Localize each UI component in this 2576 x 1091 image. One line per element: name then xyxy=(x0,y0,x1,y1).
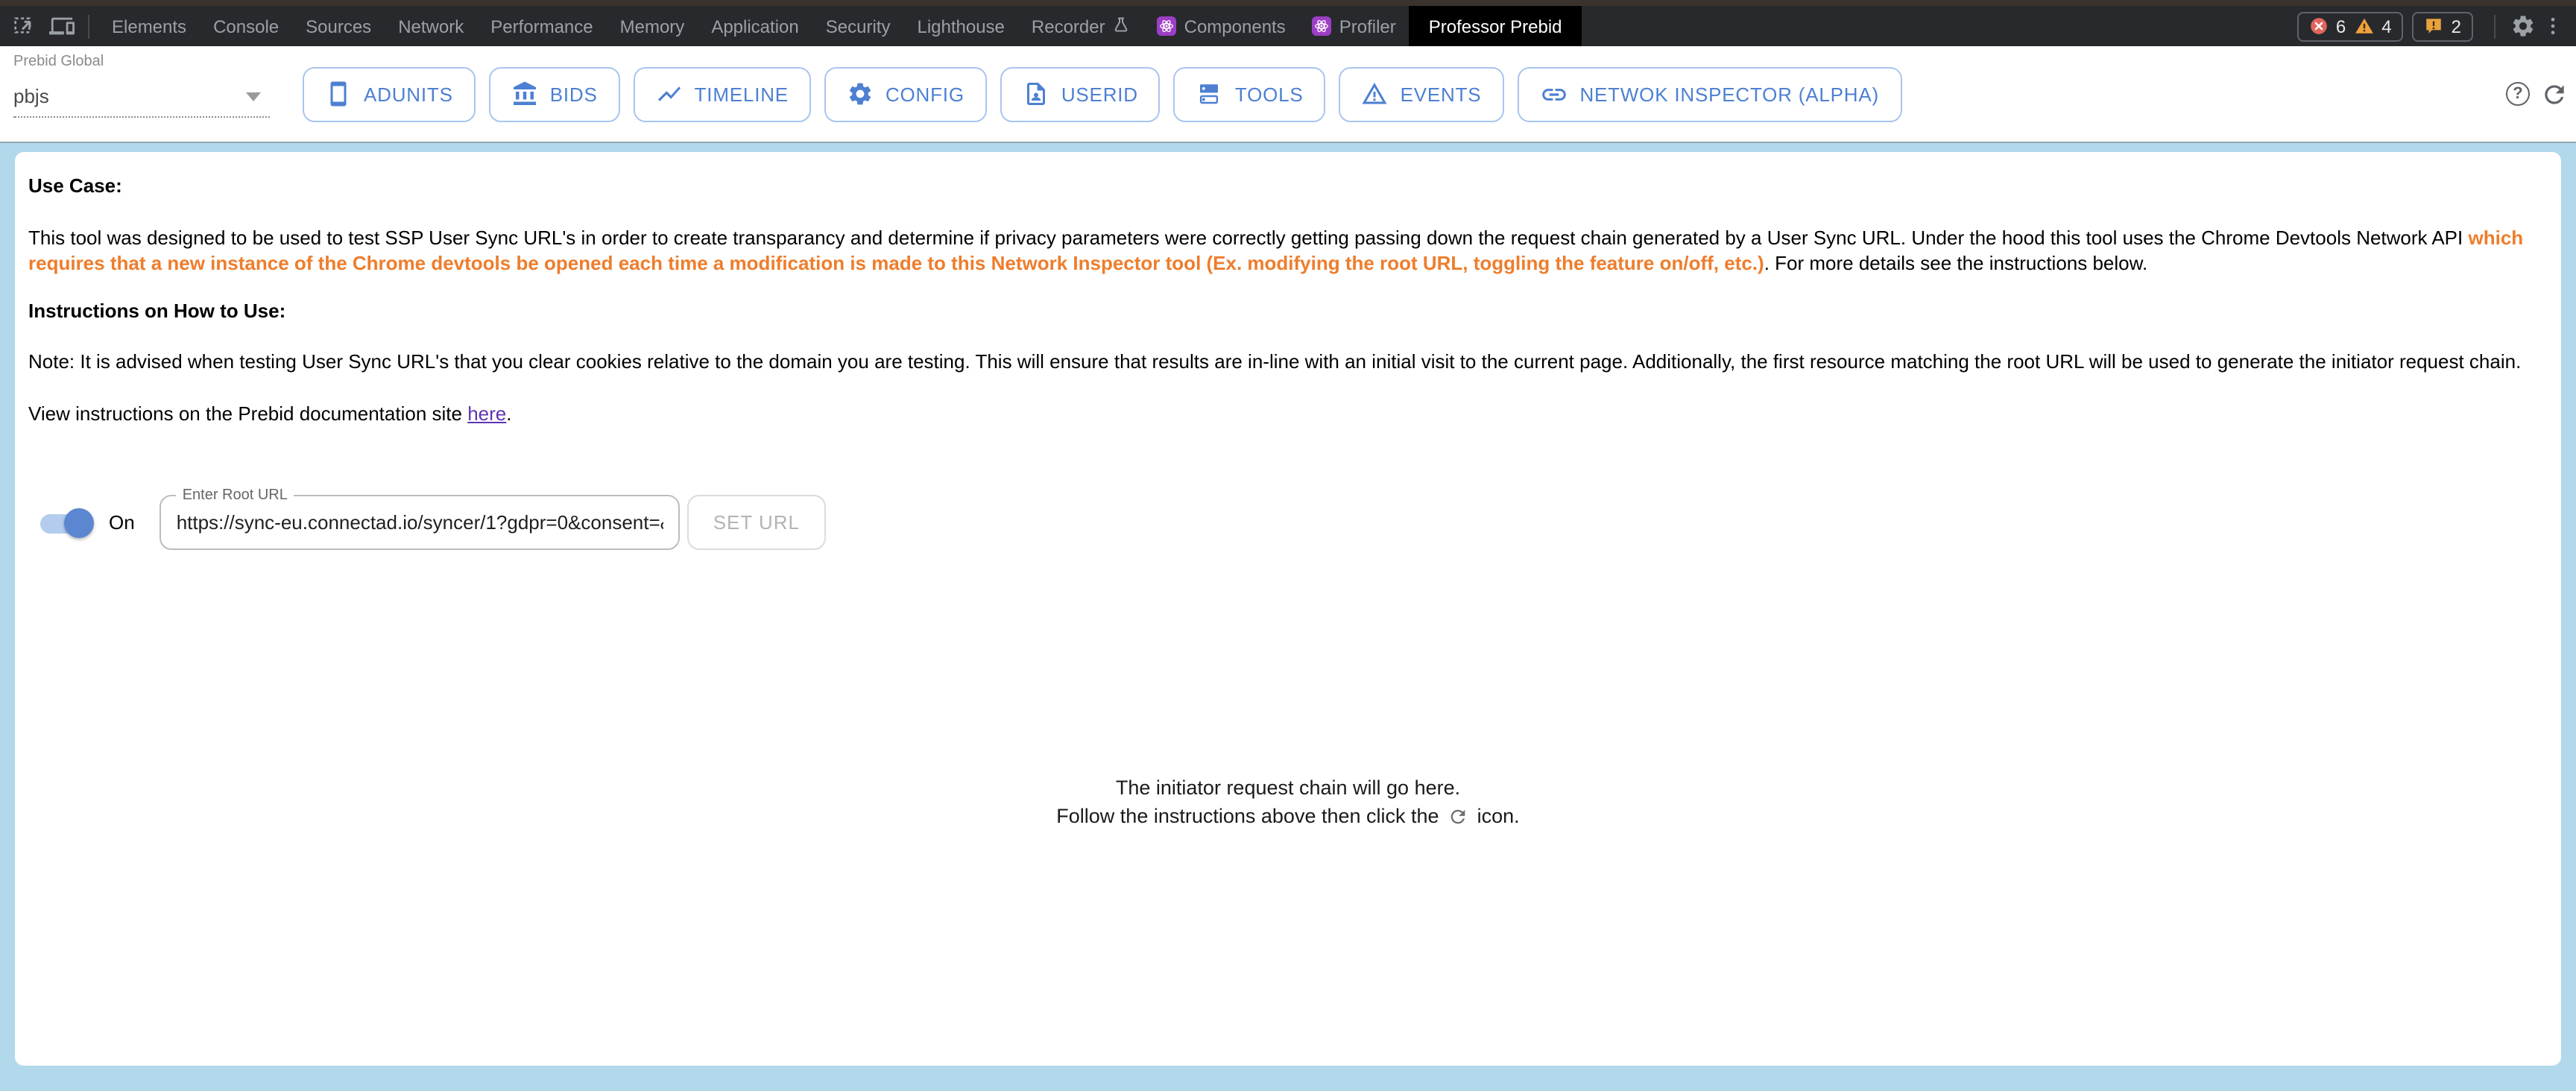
contact-page-icon xyxy=(1023,80,1049,107)
root-url-field xyxy=(160,487,681,550)
use-case-paragraph: This tool was designed to be used to test SSP User Sync URL's in order to create transparancy and determine if privacy parameters were correctly getting passing down the request chain generated by a User Sync URL. Under the hood this tool uses the Chrome Devtools Network API which requires that a new instance of the Chrome devtools be opened each time a modification is made to this Network Inspector tool (Ex. modifying the root URL, toggling the feature on/off, etc.). For more details see the instructions below. xyxy=(28,226,2524,274)
set-url-button[interactable]: SET URL xyxy=(688,495,825,550)
instructions-heading: Instructions on How to Use: xyxy=(28,299,286,321)
network-inspector-toggle[interactable] xyxy=(37,505,94,540)
tab-recorder[interactable]: Recorder xyxy=(1018,6,1144,46)
devtools-menu-icon[interactable] xyxy=(2537,11,2567,41)
documentation-link[interactable]: here xyxy=(467,402,507,424)
config-button[interactable]: CONFIG xyxy=(824,66,987,121)
bank-icon xyxy=(511,80,538,107)
tab-components[interactable]: Components xyxy=(1144,6,1299,46)
empty-state-line2: Follow the instructions above then click the icon. xyxy=(15,802,2561,835)
error-count: 6 xyxy=(2335,16,2346,37)
warning-count: 4 xyxy=(2381,16,2392,37)
bids-button[interactable]: BIDS xyxy=(489,66,620,121)
prebid-global-label: Prebid Global xyxy=(13,54,104,70)
prebid-nav xyxy=(303,66,1901,121)
tab-professor-prebid[interactable]: Professor Prebid xyxy=(1409,6,1582,46)
prebid-toolbar-right xyxy=(2506,79,2576,109)
issues-badge[interactable] xyxy=(2413,11,2473,41)
tab-profiler[interactable]: Profiler xyxy=(1299,6,1409,46)
tab-elements[interactable]: Elements xyxy=(112,16,187,37)
adunits-button[interactable]: ADUNITS xyxy=(303,66,476,121)
network-inspector-panel xyxy=(15,152,2561,1066)
issues-count: 2 xyxy=(2451,16,2461,37)
docs-paragraph: View instructions on the Prebid documentation site here. xyxy=(28,402,512,424)
toggle-state-label: On xyxy=(109,511,135,534)
warning-icon xyxy=(2353,16,2374,36)
root-url-field-label: Enter Root URL xyxy=(177,487,294,504)
device-toolbar-icon[interactable] xyxy=(49,13,75,39)
use-case-heading: Use Case: xyxy=(28,174,122,197)
devtools-requirement-highlight: which requires that a new instance of the Chrome devtools be opened each time a modification is made to this Network Inspector tool (Ex. modifying the root URL, toggling the feature on/off, etc.) xyxy=(28,226,2524,274)
error-icon xyxy=(2309,16,2329,36)
inspect-element-icon[interactable] xyxy=(10,13,36,39)
help-icon[interactable]: ? xyxy=(2506,82,2530,106)
smartphone-icon xyxy=(325,80,352,107)
empty-state-message xyxy=(15,774,2561,835)
tab-network[interactable]: Network xyxy=(398,16,464,37)
react-icon xyxy=(1158,16,1177,36)
devtools-tabs xyxy=(98,6,2297,46)
react-icon xyxy=(1313,16,1332,36)
warning-triangle-icon xyxy=(1362,80,1389,107)
empty-state-line1: The initiator request chain will go here. xyxy=(1115,777,1461,799)
console-errors-warnings-badge[interactable] xyxy=(2297,11,2404,41)
devtools-settings-icon[interactable] xyxy=(2507,11,2537,41)
devtools-right-tools xyxy=(2297,6,2576,46)
link-icon xyxy=(1539,80,1568,108)
devtools-tabbar xyxy=(0,6,2576,46)
flask-icon xyxy=(1113,14,1131,38)
root-url-row xyxy=(37,487,2525,550)
tabbar-divider xyxy=(88,14,89,38)
tab-console[interactable]: Console xyxy=(213,16,280,37)
prebid-global-value: pbjs xyxy=(13,85,49,107)
prebid-toolbar xyxy=(0,46,2576,142)
refresh-icon[interactable] xyxy=(2539,79,2569,109)
content-border xyxy=(0,142,2576,1091)
tab-performance[interactable]: Performance xyxy=(490,16,593,37)
userid-button[interactable]: USERID xyxy=(1000,66,1161,121)
prebid-global-select[interactable] xyxy=(13,54,270,118)
devtools-left-tools xyxy=(0,6,98,46)
note-paragraph: Note: It is advised when testing User Sync URL's that you clear cookies relative to the domain you are testing. This will ensure that results are in-line with an initial visit to the current page. Additionally, the first resource matching the root URL will be used to generate the initiator request chain. xyxy=(28,350,2522,373)
dns-icon xyxy=(1196,80,1223,107)
tabbar-divider xyxy=(2494,14,2496,38)
chevron-down-icon xyxy=(246,92,261,101)
window-top-strip xyxy=(0,0,2576,6)
tab-application[interactable]: Application xyxy=(711,16,799,37)
tab-lighthouse[interactable]: Lighthouse xyxy=(917,16,1005,37)
root-url-input[interactable] xyxy=(162,511,679,534)
tab-sources[interactable]: Sources xyxy=(306,16,372,37)
timeline-button[interactable]: TIMELINE xyxy=(634,66,811,121)
tools-button[interactable]: TOOLS xyxy=(1174,66,1326,121)
issues-icon xyxy=(2425,16,2444,36)
network-inspector-button[interactable]: NETWOK INSPECTOR (ALPHA) xyxy=(1517,66,1901,121)
toggle-thumb xyxy=(64,507,94,537)
gear-icon xyxy=(847,80,874,107)
events-button[interactable]: EVENTS xyxy=(1339,66,1504,121)
chart-line-icon xyxy=(656,80,683,107)
tab-memory[interactable]: Memory xyxy=(619,16,685,37)
tab-security[interactable]: Security xyxy=(825,16,891,37)
refresh-icon xyxy=(1448,806,1468,835)
